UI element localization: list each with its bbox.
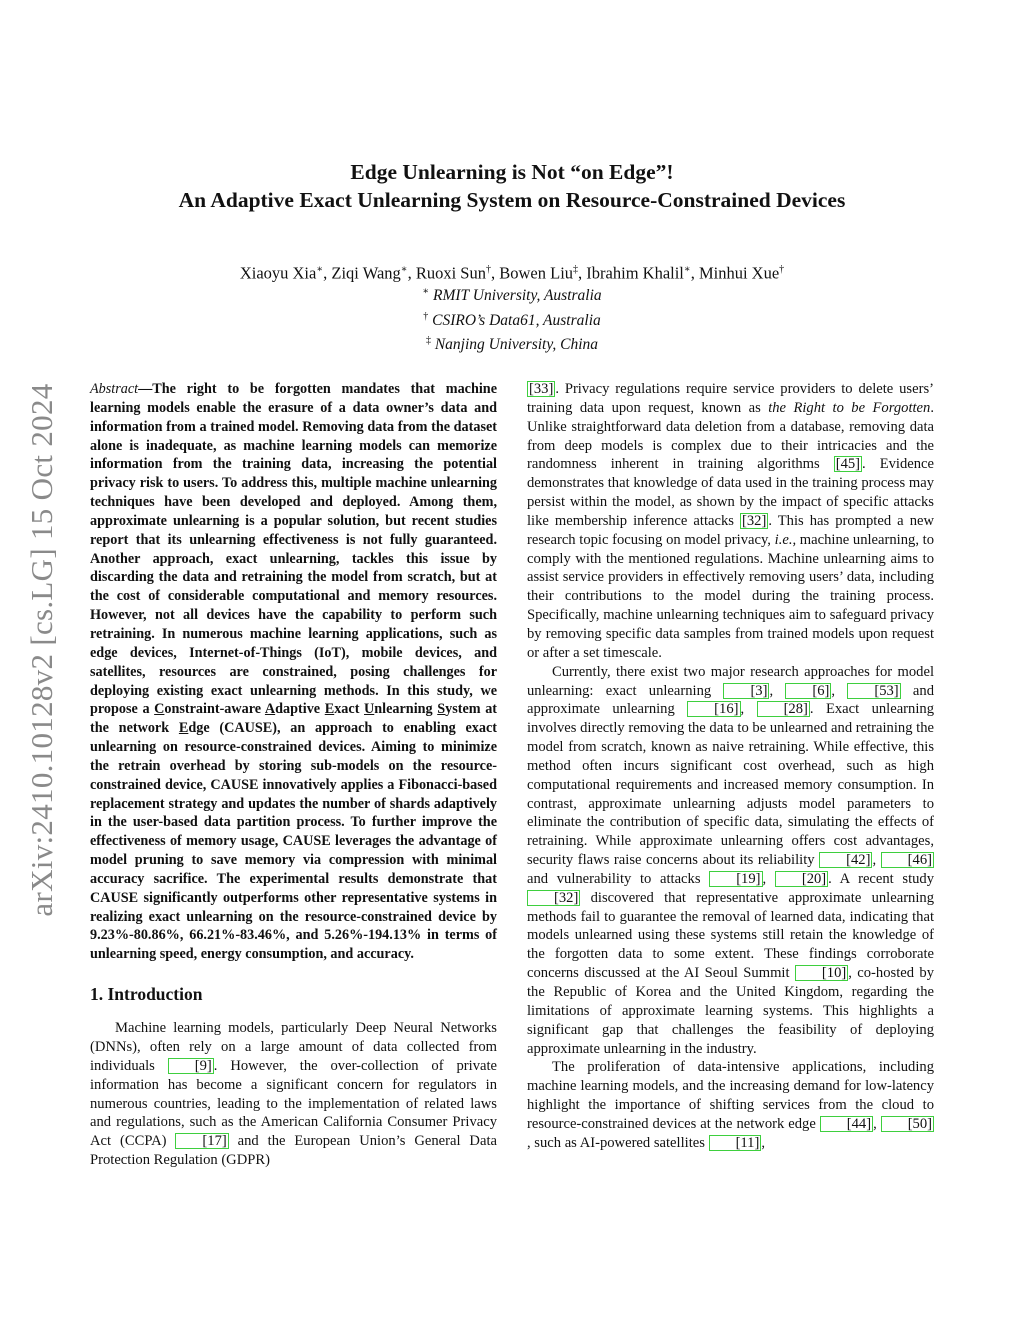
abstract-text: The right to be forgotten mandates that machine learning models enable the erasure of a data owner’s data and information from a trained model. Removing data from the dataset alone is inadequate, as machine learning models can memorize information from the training data, increasing the potential privacy risk to users. To address this, multiple machine unlearning techniques have been developed and deployed. Among them, approximate unlearning is a popular solution, but recent studies report that its unlearning effectiveness is not fully guaranteed. Another approach, exact unlearning, tackles this issue by discarding the data and retraining the model from scratch, but at the cost of considerable computational and memory resources. However, not all devices have the capability to perform such retraining. In numerous machine learning applications, such as edge devices, Internet-of-Things (IoT), mobile devices, and satellites, resources are constrained, posing challenges for deploying existing exact unlearning methods. In this study, we propose a <box>90 381 497 718</box>
affiliation-mark: ∗ <box>316 264 324 275</box>
author-separator: , <box>407 263 416 283</box>
citation-link[interactable]: [11] <box>709 1135 762 1151</box>
body-text: Machine learning models, particularly Deep Neural Networks (DNNs), often rely on a large amount of data collected from individuals <box>90 1020 497 1074</box>
affiliation-mark: ∗ <box>400 264 408 275</box>
body-text: , <box>769 682 786 699</box>
citation-link[interactable]: [32] <box>741 512 767 529</box>
body-text: and approximate unlearning <box>527 682 935 718</box>
body-text: . This has prompted a new research topic focusing on model privacy, <box>527 512 935 548</box>
body-text: , <box>762 870 775 887</box>
citation-link[interactable]: [45] <box>835 456 861 473</box>
left-column <box>90 380 497 1170</box>
paper-title <box>90 158 934 214</box>
acronym-letter: U <box>364 701 375 718</box>
affiliation-mark: † <box>423 310 429 322</box>
citation-link[interactable]: [53] <box>847 683 900 699</box>
abstract-text: xact <box>334 701 365 718</box>
affiliation-name: Nanjing University, China <box>434 336 599 354</box>
citation-link[interactable]: [19] <box>709 871 762 887</box>
paper-title-line-2: An Adaptive Exact Unlearning System on Resource-Constrained Devices <box>178 188 846 212</box>
citation-link[interactable]: [32] <box>527 890 580 906</box>
citation-link[interactable]: [3] <box>723 683 769 699</box>
author-separator: , <box>491 263 500 283</box>
body-text: . Exact unlearning involves directly removing the data to be unlearned and retraining the model from scratch, known as naive retraining. While effective, this method often incurs significant cost overhead, such as high computational requirements and increased memory consumption. In contrast, approximate unlearning adjusts model parameters to eliminate the contribution of specific data, simulating the effects of retraining. While approximate unlearning offers cost advantages, security flaws raise concerns about its reliability <box>527 701 934 869</box>
intro-paragraph-1-continued <box>527 380 934 663</box>
affiliation-name: CSIRO’s Data61, Australia <box>432 311 601 329</box>
citation-link[interactable]: [17] <box>175 1133 228 1149</box>
citation-link[interactable]: [33] <box>529 381 554 397</box>
citation-link[interactable]: [44] <box>820 1116 873 1132</box>
body-text: The proliferation of data-intensive applications, including machine learning models, and the increasing demand for low-latency highlight the importance of shifting services from the cloud to resource-constrained devices at the network edge <box>527 1059 934 1132</box>
affiliation-line <box>90 331 934 356</box>
emphasis-text: i.e., <box>774 531 797 548</box>
abstract-text: onstraint-aware <box>164 701 265 718</box>
body-text: . Evidence demonstrates that knowledge of data used in the training process may persist within the model, as shown by the impact of specific attacks like membership inference attacks <box>527 456 934 529</box>
citation-link[interactable]: [20] <box>775 871 828 887</box>
affiliation-name: RMIT University, Australia <box>433 287 602 305</box>
acronym-letter: C <box>154 701 165 718</box>
affiliation-mark: ∗ <box>422 286 430 297</box>
acronym-letter: S <box>437 701 446 718</box>
affiliation-mark: † <box>486 264 491 275</box>
affiliation-mark: ‡ <box>425 335 431 347</box>
intro-paragraph-3 <box>527 1058 934 1152</box>
citation-link[interactable]: [16] <box>687 701 740 717</box>
citation-link[interactable]: [10] <box>795 965 848 981</box>
abstract-dash: — <box>138 381 153 397</box>
acronym-letter: A <box>264 701 276 718</box>
intro-paragraph-2 <box>527 663 934 1059</box>
acronym-letter: E <box>178 720 189 737</box>
body-text: . However, the over-collection of private information has become a significant concern for regulators in numerous countries, leading to the implementation of related laws and regulations, such as the American California Consumer Privacy Act (CCPA) <box>90 1057 498 1150</box>
citation-link[interactable]: [42] <box>819 852 872 868</box>
section-heading-introduction: 1. Introduction <box>90 984 203 1005</box>
body-text: machine unlearning, to comply with the mentioned regulations. Machine unlearning aims to assist service providers in effectively removing users’ data, including their contributions to the model during the training process. Specifically, machine unlearning techniques aim to safeguard privacy by removing specific data samples from trained models upon request or after a set timescale. <box>527 531 934 661</box>
citation-link[interactable]: [9] <box>168 1058 214 1074</box>
citation-link[interactable]: [6] <box>785 683 831 699</box>
affiliation-line <box>90 307 934 332</box>
intro-paragraph-1 <box>90 1019 497 1170</box>
author-separator: , <box>690 263 699 283</box>
citation-link[interactable]: [28] <box>757 701 810 717</box>
author-name: Xiaoyu Xia <box>239 263 317 283</box>
body-text: . Privacy regulations require service providers to delete users’ training data upon request, known as <box>527 381 934 416</box>
body-text: , <box>872 852 881 869</box>
abstract-text: daptive <box>275 701 321 718</box>
author-separator: , <box>578 263 587 283</box>
body-text: , <box>740 701 757 718</box>
author-name: Ziqi Wang <box>331 263 401 283</box>
body-text: and vulnerability to attacks <box>527 870 710 887</box>
body-text: . A recent study <box>828 870 935 887</box>
body-text: , <box>761 1134 765 1151</box>
author-name: Minhui Xue <box>698 263 780 283</box>
abstract-text: ystem at the network <box>90 701 498 737</box>
affiliation-mark: ∗ <box>683 264 691 275</box>
affiliation-mark: † <box>779 264 785 275</box>
arxiv-identifier <box>22 355 62 945</box>
affiliation-mark: ‡ <box>573 264 579 275</box>
author-name: Ruoxi Sun <box>415 263 486 283</box>
emphasis-text: the Right to be Forgotten <box>768 399 931 416</box>
citation-link[interactable]: [50] <box>881 1116 934 1132</box>
body-text: discovered that representative approximate unlearning methods fail to guarantee the removal of learned data, indicating that models unlearned using these systems still retain the knowledge of the forgotten data to some extent. These findings corroborate concerns discussed at the AI Seoul Summit <box>527 889 934 982</box>
body-text: , <box>831 682 848 699</box>
author-name: Ibrahim Khalil <box>586 263 684 283</box>
paper-title-line-1: Edge Unlearning is Not “on Edge”! <box>350 160 674 184</box>
right-column <box>527 380 934 1153</box>
body-text: and the European Union’s General Data Protection Regulation (GDPR) <box>90 1133 497 1169</box>
affiliation-line <box>90 282 934 307</box>
citation-link[interactable]: [46] <box>881 852 934 868</box>
abstract-label: Abstract <box>90 381 139 397</box>
abstract-text: dge (CAUSE), an approach to enabling exact unlearning on resource-constrained devices. Aiming to minimize the retrain overhead by storing sub-models on the resource-constrained device, CAUSE innovatively applies a Fibonacci-based replacement strategy and updates the number of shards adaptively in the user-based data partition process. To further improve the effectiveness of memory usage, CAUSE leverages the advantage of model pruning to save memory via compression with minimal accuracy sacrifice. The experimental results demonstrate that CAUSE significantly outperforms other representative systems in realizing exact unlearning on the resource-constrained device by 9.23%-80.86%, 66.21%-83.46%, and 5.26%-194.13% in terms of unlearning speed, energy consumption, and accuracy. <box>90 720 497 963</box>
body-text: . Unlike straightforward data deletion from a database, removing data from deep models is complex due to their intricacies and the randomness inherent in training algorithms <box>527 399 934 473</box>
author-list <box>90 260 934 284</box>
author-name: Bowen Liu <box>499 263 574 283</box>
acronym-letter: E <box>324 701 335 718</box>
author-separator: , <box>323 263 332 283</box>
body-text: , such as AI-powered satellites <box>527 1134 709 1151</box>
body-text: , <box>873 1115 881 1132</box>
arxiv-identifier-text: arXiv:2410.10128v2 [cs.LG] 15 Oct 2024 <box>24 383 59 917</box>
body-text: Currently, there exist two major research approaches for model unlearning: exact unlearning <box>527 663 934 699</box>
affiliations <box>90 282 934 356</box>
body-text: , co-hosted by the Republic of Korea and the United Kingdom, regarding the limitations of approximate learning systems. This highlights a significant gap that challenges the feasibility of deploying approximate unlearning in the industry. <box>527 965 934 1057</box>
abstract <box>90 380 497 964</box>
abstract-text: nlearning <box>374 701 438 718</box>
